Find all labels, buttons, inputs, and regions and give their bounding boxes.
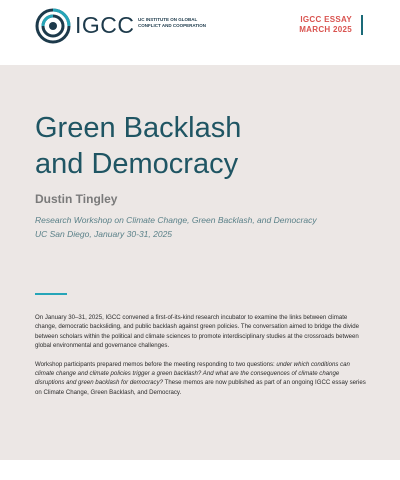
igcc-logo-icon (35, 8, 71, 44)
org-name: IGCC (75, 12, 135, 38)
org-subtitle: UC INSTITUTE ON GLOBAL CONFLICT AND COOPERATION (138, 17, 206, 28)
essay-tag: IGCC ESSAY MARCH 2025 (299, 15, 352, 34)
workshop-info: Research Workshop on Climate Change, Green Backlash, and Democracy UC San Diego, January 30-31, 2025 (35, 215, 317, 239)
paragraph-1: On January 30–31, 2025, IGCC convened a first-of-its-kind research incubator to examine the links between climate change, democratic backsliding, and public backlash against green policies. The conversation aimed to bridge the divide between scholars within the political and climate sciences to promote interdisciplinary studies at the crossroads between global environmental and governance challenges. (35, 314, 360, 350)
page-title: Green Backlash and Democracy (35, 112, 242, 180)
body-text (35, 313, 370, 406)
footer-band (0, 460, 400, 480)
essay-tag-bar (361, 15, 363, 35)
page-header (0, 0, 400, 65)
author-name: Dustin Tingley (35, 192, 118, 206)
paragraph-2: Workshop participants prepared memos before the meeting responding to two questions: under which conditions can climate change and climate policies trigger a green backlash? And what are the consequences of climate change disruptions and green backlash for democracy? These memos are now published as part of an ongoing IGCC essay series on Climate Change, Green Backlash, and Democracy. (35, 360, 366, 396)
accent-divider (35, 293, 67, 295)
